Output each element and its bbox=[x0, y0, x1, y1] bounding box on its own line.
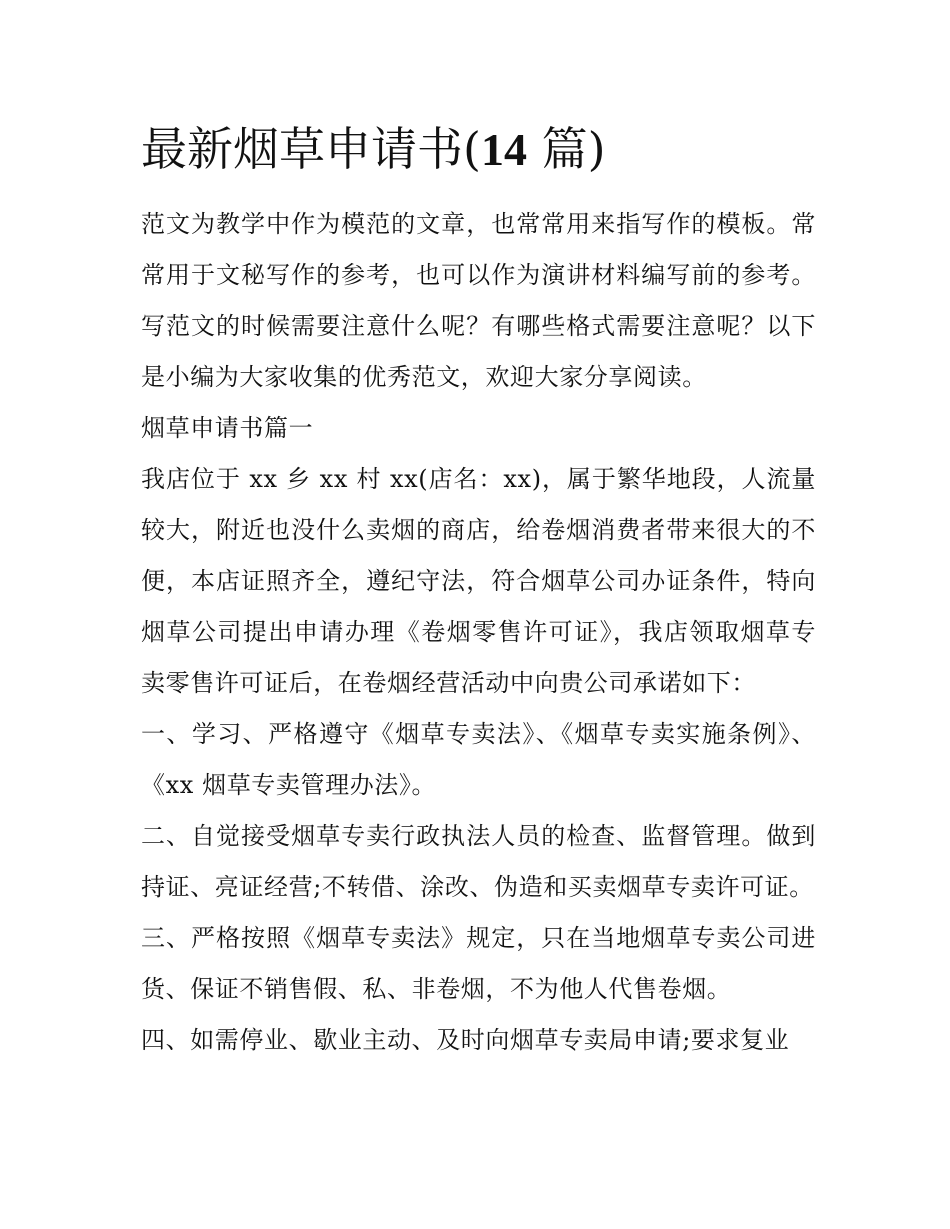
title-suffix: 篇) bbox=[526, 122, 606, 176]
title-number: 14 bbox=[480, 124, 527, 175]
body-paragraph-3: 二、自觉接受烟草专卖行政执法人员的检查、监督管理。做到持证、亮证经营;不转借、涂改、伪造和买卖烟草专卖许可证。 bbox=[141, 822, 816, 901]
section-heading: 烟草申请书篇一 bbox=[141, 414, 314, 442]
body-paragraph-2: 一、学习、严格遵守《烟草专卖法》、《烟草专卖实施条例》、 《xx 烟草专卖管理办法》。 bbox=[141, 720, 816, 799]
body-paragraph-5: 四、如需停业、歇业主动、及时向烟草专卖局申请;要求复业 bbox=[141, 1026, 790, 1054]
body-paragraph-1: 我店位于 xx 乡 xx 村 xx(店名：xx)，属于繁华地段，人流量较大，附近也没什么卖烟的商店，给卷烟消费者带来很大的不便，本店证照齐全，遵纪守法，符合烟草公司办证条件，特向烟草公司提出申请办理《卷烟零售许可证》，我店领取烟草专卖零售许可证后，在卷烟经营活动中向贵公司承诺如下： bbox=[141, 465, 816, 697]
document-content bbox=[141, 118, 816, 1066]
title-prefix: 最新烟草申请书( bbox=[141, 122, 481, 176]
document-title bbox=[141, 118, 816, 181]
intro-paragraph: 范文为教学中作为模范的文章，也常常用来指写作的模板。常常用于文秘写作的参考，也可以作为演讲材料编写前的参考。写范文的时候需要注意什么呢？有哪些格式需要注意呢？以下是小编为大家收集的优秀范文，欢迎大家分享阅读。 bbox=[141, 210, 816, 391]
body-paragraph-4: 三、严格按照《烟草专卖法》规定，只在当地烟草专卖公司进货、保证不销售假、私、非卷烟，不为他人代售卷烟。 bbox=[141, 924, 816, 1003]
